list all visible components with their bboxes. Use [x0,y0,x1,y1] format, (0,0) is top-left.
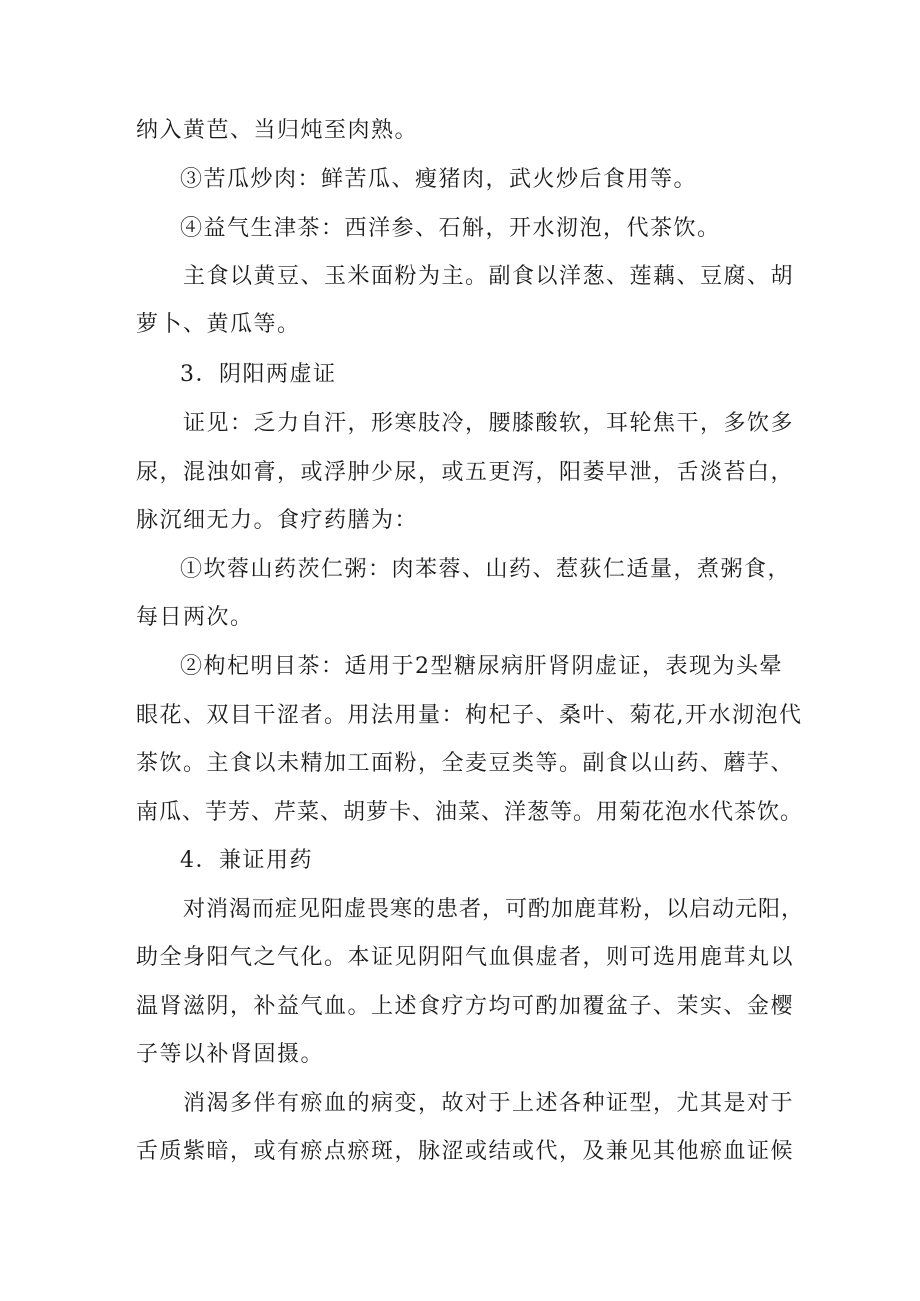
text-line: 茶饮。主食以未精加工面粉，全麦豆类等。副食以山药、蘑芋、 [136,751,795,776]
text-line: 每日两次。 [136,605,254,630]
section-heading: 4．兼证用药 [180,848,313,873]
text-line: 主食以黄豆、玉米面粉为主。副食以洋葱、莲藕、豆腐、胡 [183,264,795,289]
text-line: 对消渴而症见阳虚畏寒的患者，可酌加鹿茸粉，以启动元阳， [183,897,805,922]
text-line: 助全身阳气之气化。本证见阴阳气血俱虚者，则可选用鹿茸丸以 [136,945,795,970]
text-line: 舌质紫暗，或有瘀点瘀斑，脉涩或结或代，及兼见其他瘀血证候 [136,1139,795,1164]
section-heading: 3．阴阳两虚证 [180,362,337,387]
text-line: 脉沉细无力。食疗药膳为： [136,508,419,533]
text-line: ④益气生津茶：西洋参、石斛，开水沏泡，代茶饮。 [180,216,721,241]
text-line: 子等以补肾固摄。 [136,1042,325,1067]
text-line: ②枸杞明目茶：适用于2型糖尿病肝肾阴虚证，表现为头晕 [180,654,783,679]
text-line: ③苦瓜炒肉：鲜苦瓜、瘦猪肉，武火炒后食用等。 [180,167,698,192]
text-line: 眼花、双目干涩者。用法用量：枸杞子、桑叶、菊花,开水沏泡代 [136,703,803,728]
text-line: 纳入黄芭、当归炖至肉熟。 [136,118,419,143]
text-line: ①坎蓉山药茨仁粥：肉苯蓉、山药、惹荻仁适量，煮粥食， [180,557,792,582]
text-line: 证见：乏力自汗，形寒肢冷，腰膝酸软，耳轮焦干，多饮多 [183,411,795,436]
text-line: 萝卜、黄瓜等。 [136,312,301,337]
text-line: 南瓜、芋芳、芹菜、胡萝卡、油菜、洋葱等。用菊花泡水代茶饮。 [136,800,804,825]
text-line: 消渴多伴有瘀血的病变，故对于上述各种证型，尤其是对于 [183,1091,795,1116]
text-line: 尿，混浊如膏，或浮肿少尿，或五更泻，阳萎早泄，舌淡苔白， [136,460,795,485]
text-line: 温肾滋阴，补益气血。上述食疗方均可酌加覆盆子、茉实、金樱 [136,994,795,1019]
